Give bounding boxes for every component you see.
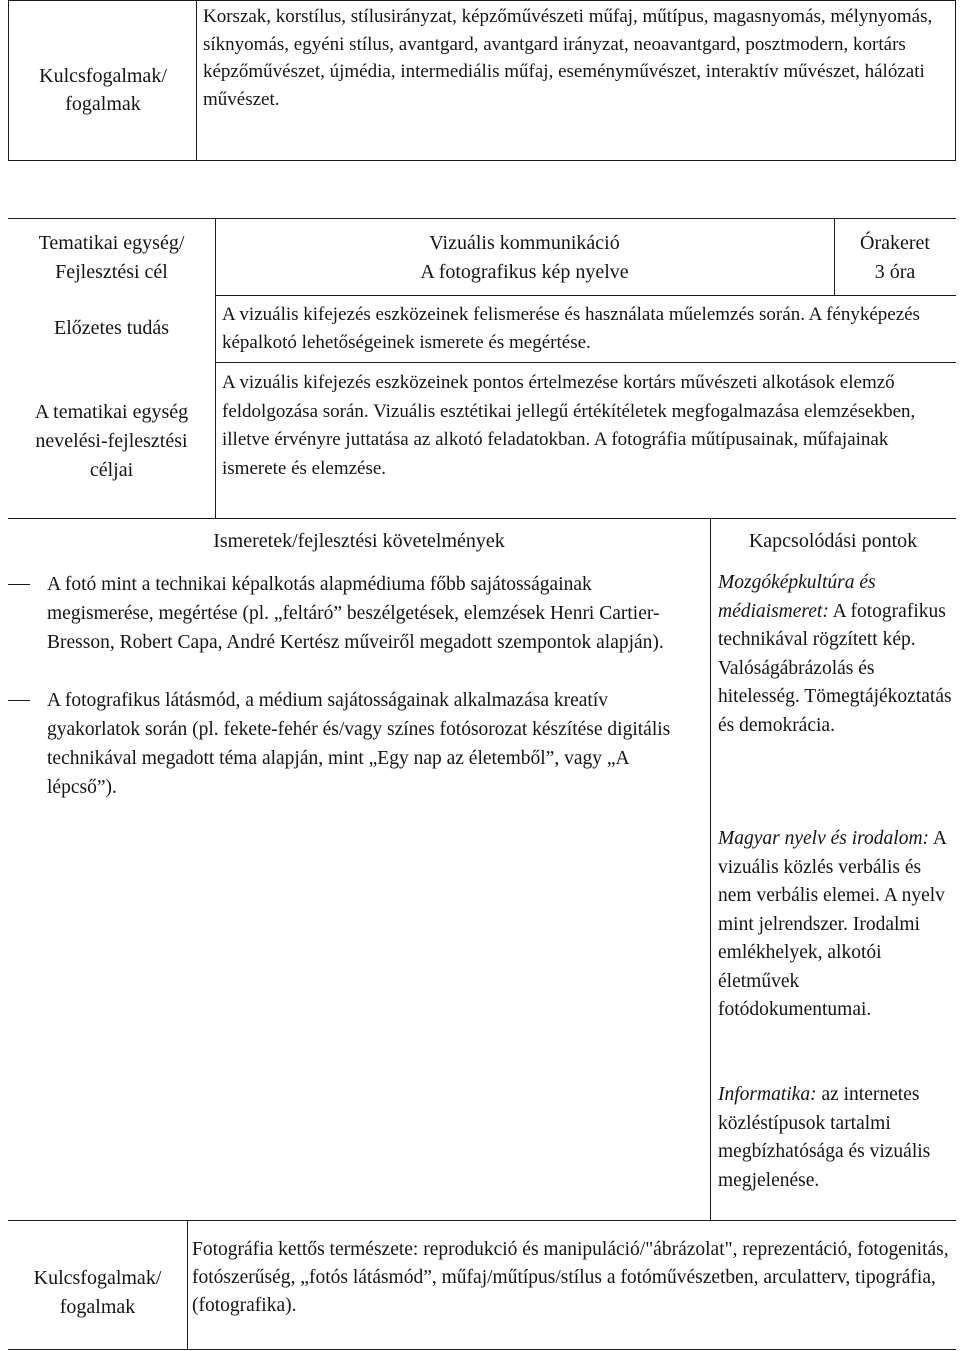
connection-subject: Magyar nyelv és irodalom: — [718, 828, 930, 849]
key-concepts-text: Fotográfia kettős természete: reprodukció és manipuláció/"ábrázolat", reprezentáció, fotogenitás, fotószerűség, „fotós látásmód”, műfaj/műtípus/stílus a fotóművészetben, arculatterv, tipográfia, (fotografika). — [192, 1239, 949, 1316]
key-concepts-label-line2: fogalmak — [59, 1296, 136, 1318]
goals-label-line3: céljai — [89, 459, 134, 481]
top-keywords-label-line2: fogalmak — [65, 93, 141, 115]
goals-label-line2: nevelési-fejlesztési — [35, 430, 188, 452]
unit-label-line2: Fejlesztési cél — [55, 261, 168, 283]
unit-label — [8, 229, 215, 287]
requirement-item: A fotó mint a technikai képalkotás alapmédiuma főbb sajátosságainak megismerése, megértése (pl. „feltáró” beszélgetések, elemzések Henri Cartier-Bresson, Robert Capa, André Kertész műveiről megadott szempontok alapján). — [47, 574, 664, 653]
hours-value: 3 óra — [874, 261, 916, 283]
dash-bullet-icon — [8, 584, 30, 585]
top-keywords-label — [10, 62, 196, 118]
unit-title-line2: A fotografikus kép nyelve — [420, 261, 629, 283]
key-concepts-label — [8, 1264, 187, 1322]
key-concepts-label-line1: Kulcsfogalmak/ — [33, 1267, 162, 1289]
prior-knowledge-label: Előzetes tudás — [54, 317, 169, 339]
goals-label — [8, 398, 215, 485]
hours-label: Órakeret — [860, 232, 930, 254]
dash-bullet-icon — [8, 700, 30, 701]
connection-text: A vizuális közlés verbális és nem verbális elemei. A nyelv mint jelrendszer. Irodalmi emlékhelyek, alkotói életművek fotódokumentumai. — [718, 828, 946, 1020]
connection-text: A fotografikus technikával rögzített kép. Valóságábrázolás és hitelesség. Tömegtájékoztatás és demokrácia. — [718, 600, 952, 736]
connection-subject: Mozgóképkultúra és médiaismeret: — [718, 572, 876, 622]
unit-title-line1: Vizuális kommunikáció — [429, 232, 620, 254]
prior-knowledge-text: A vizuális kifejezés eszközeinek felismerése és használata műelemzés során. A fényképezés képalkotó lehetőségeinek ismerete és megértése. — [222, 304, 920, 353]
top-keywords-content: Korszak, korstílus, stílusirányzat, képzőművészeti műfaj, műtípus, magasnyomás, mélynyomás, síknyomás, egyéni stílus, avantgard, avantgard irányzat, neoavantgard, posztmodern, kortárs képzőművészet, újmédia, intermediális műfaj, eseményművészet, interaktív művészet, hálózati művészet. — [203, 6, 933, 110]
unit-label-line1: Tematikai egység/ — [38, 232, 185, 254]
requirements-header: Ismeretek/fejlesztési követelmények — [213, 530, 505, 552]
connection-item — [718, 1081, 954, 1195]
connection-item — [718, 569, 954, 740]
requirement-item: A fotografikus látásmód, a médium sajátosságainak alkalmazása kreatív gyakorlatok során (pl. fekete-fehér és/vagy színes fotósorozat készítése digitális technikával megadott téma alapján, mint „Egy nap az életemből”, vagy „A lépcső”). — [47, 690, 671, 798]
top-keywords-label-line1: Kulcsfogalmak/ — [39, 65, 167, 87]
unit-title — [215, 229, 834, 287]
goals-text: A vizuális kifejezés eszközeinek pontos értelmezése kortárs művészeti alkotások elemző feldolgozása során. Vizuális esztétikai jellegű értékítéletek megfogalmazása elemzésekben, illetve érvényre juttatása az alkotó feladatokban. A fotográfia műtípusainak, műfajainak ismerete és elemzése. — [222, 372, 916, 479]
connections-header: Kapcsolódási pontok — [748, 530, 918, 552]
connection-item — [718, 825, 954, 1025]
hours-cell — [834, 229, 956, 287]
connection-subject: Informatika: — [718, 1084, 817, 1105]
connection-text: az internetes közléstípusok tartalmi megbízhatósága és vizuális megjelenése. — [718, 1084, 931, 1191]
goals-label-line1: A tematikai egység — [34, 401, 189, 423]
